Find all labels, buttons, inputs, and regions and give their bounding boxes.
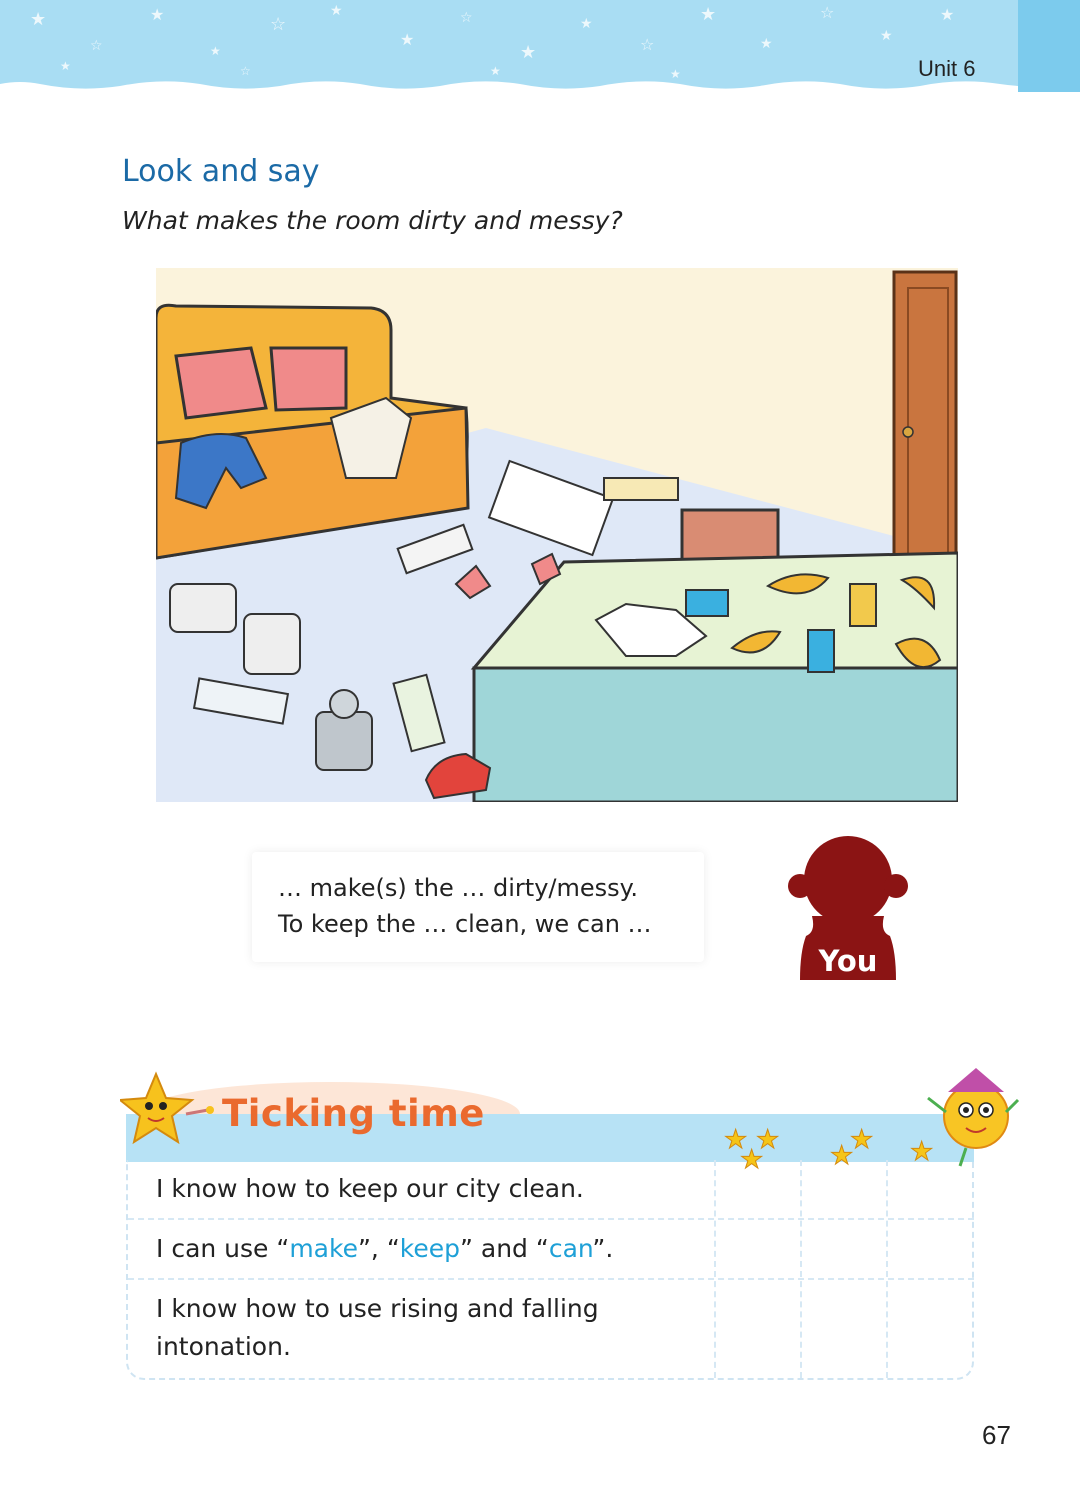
keyword-make: make: [289, 1234, 358, 1263]
row-text-3b: intonation.: [156, 1332, 291, 1361]
table-row: [128, 1160, 974, 1220]
svg-text:☆: ☆: [640, 35, 655, 54]
section-question: What makes the room dirty and messy?: [122, 206, 623, 235]
you-figure: [786, 832, 910, 980]
ticking-table: [126, 1160, 974, 1380]
speech-prompt-box: [252, 852, 704, 962]
keyword-keep: keep: [399, 1234, 460, 1263]
page-number: 67: [982, 1420, 1011, 1450]
svg-text:★: ★: [830, 1141, 854, 1171]
svg-text:★: ★: [400, 30, 415, 49]
svg-text:★: ★: [520, 42, 537, 63]
row-text-2: I can use “make”, “keep” and “can”.: [156, 1234, 614, 1263]
svg-text:★: ★: [700, 4, 717, 25]
svg-text:★: ★: [150, 5, 165, 24]
door-icon: [894, 272, 956, 568]
svg-text:☆: ☆: [820, 3, 835, 22]
svg-text:★: ★: [760, 36, 773, 52]
svg-text:★: ★: [880, 28, 893, 44]
svg-text:★: ★: [910, 1137, 934, 1167]
svg-text:☆: ☆: [90, 38, 103, 54]
svg-text:★: ★: [724, 1125, 748, 1155]
svg-text:★: ★: [940, 5, 955, 24]
table-row: [128, 1280, 974, 1378]
keyword-can: can: [548, 1234, 593, 1263]
unit-label: Unit 6: [918, 56, 976, 81]
svg-text:★: ★: [490, 64, 501, 78]
you-label: You: [818, 944, 878, 978]
speech-line-1: … make(s) the … dirty/messy.: [278, 874, 639, 902]
speech-line-2: To keep the … clean, we can …: [278, 910, 652, 938]
ticking-time-title: Ticking time: [222, 1092, 485, 1135]
svg-text:☆: ☆: [270, 14, 287, 35]
row-text-1: I know how to keep our city clean.: [156, 1174, 584, 1203]
svg-text:☆: ☆: [240, 64, 251, 78]
row-text-3a: I know how to use rising and falling: [156, 1294, 599, 1323]
svg-text:★: ★: [740, 1145, 764, 1174]
messy-room-illustration: [156, 268, 958, 802]
svg-text:★: ★: [60, 59, 71, 73]
svg-text:★: ★: [330, 3, 343, 19]
svg-text:★: ★: [850, 1125, 874, 1155]
table-row: [128, 1220, 974, 1280]
section-title: Look and say: [122, 154, 320, 189]
svg-text:★: ★: [30, 9, 47, 30]
svg-text:☆: ☆: [460, 10, 473, 26]
svg-text:★: ★: [756, 1125, 780, 1155]
svg-text:★: ★: [580, 16, 593, 32]
svg-text:★: ★: [670, 67, 681, 81]
svg-text:★: ★: [210, 44, 221, 58]
